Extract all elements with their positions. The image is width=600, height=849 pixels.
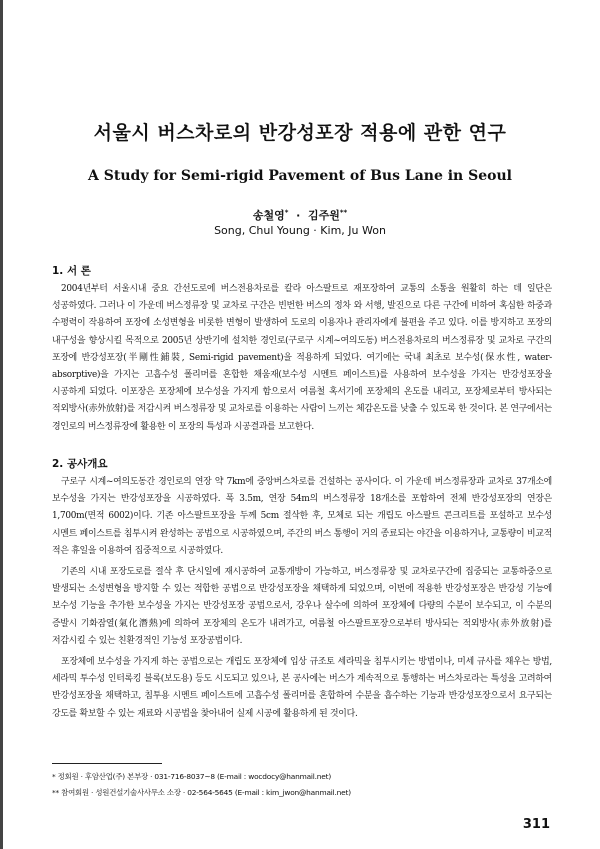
paper-subtitle: A Study for Semi-rigid Pavement of Bus Lane in Seoul <box>88 168 512 184</box>
paper-title: 서울시 버스차로의 반강성포장 적용에 관한 연구 <box>93 122 507 144</box>
paragraph: 포장체에 보수성을 가지게 하는 공법으로는 개립도 포장체에 입상 규조토 세라믹을 침투시키는 방법이나, 미세 규사를 채우는 방법, 세라믹 투수성 인터록킹 블록(보도용) 등도 시도되고 있으나, 본 공사에는 버스가 계속적으로 통행하는 버스차로라는 특성을 고려하여 반강성포장을 채택하고, 침투용 시멘트 페이스트에 고흡수성 폴리머를 혼합하여 수분을 흡수하는 기능과 반강성포장으로서 요구되는 강도를 확보할 수 있는 재료와 시공법을 찾아내어 실제 시공에 활용하게 된 것이다. <box>52 657 552 719</box>
footnote-author-2: ** 참여회원 · 성원건설기술사사무소 소장 · 02-564-5645 (E-mail : kim_jwon@hanmail.net) <box>52 788 351 797</box>
paragraph: 구로구 시계~여의도동간 경인로의 연장 약 7km에 중앙버스차로를 건설하는 공사이다. 이 가운데 버스정류장과 교차로 37개소에 보수성을 가지는 반강성포장을 시공하였다. 폭 3.5m, 연장 54m의 버스정류장 18개소를 포함하여 전체 반강성포장의 연장은 1,700m(면적 6002)이다. 기존 아스팔트포장을 두께 5cm 절삭한 후, 모체로 되는 개립도 아스팔트 콘크리트를 포설하고 보수성 시멘트 페이스트를 침투시켜 완성하는 공법으로 시공하였으며, 주간의 버스 통행이 거의 종료되는 야간을 이용하거나, 교통량이 비교적 적은 휴일을 이용하여 집중적으로 시공하였다. <box>52 477 552 556</box>
author-2-name: 김주원 <box>307 209 340 222</box>
paragraph: 2004년부터 서울시내 중요 간선도로에 버스전용차로를 칼라 아스팔트로 재포장하여 교통의 소통을 원활히 하는 데 일단은 성공하였다. 그러나 이 가운데 버스정류장 및 교차로 구간은 빈번한 버스의 정차 와 서행, 발진으로 다른 구간에 비하여 혹심한 하중과 수평력이 작용하여 포장에 소성변형을 비롯한 변형이 발생하여 도로의 이용자나 관리자에게 불편을 주고 있다. 이를 방지하고 포장의 내구성을 향상시킬 목적으로 2005년 상반기에 설치한 경인로(구로구 시계~여의도동) 버스전용차로의 버스정류장 및 교차로 구간의 포장에 반강성포장(半剛性鋪裝, Semi-rigid pavement)을 적용하게 되었다. 여기에는 국내 최초로 보수성(保水性, water-absorptive)을 가지는 고흡수성 폴리머를 혼합한 채움재(보수성 시멘트 페이스트)를 사용하여 보수성을 가지는 반강성포장을 시공하게 되었다. 이포장은 포장체에 보수성을 가지게 함으로서 여름철 혹서기에 포장체의 온도를 내리고, 포장체로부터 방사되는 적외방사(赤外放射)를 저감시켜 버스정류장 및 교차로를 이용하는 사람이 느끼는 체감온도를 낮출 수 있도록 한 것이다. 본 연구에서는 경인로의 버스정류장에 활용한 이 포장의 특성과 시공결과를 보고한다. <box>52 284 552 432</box>
author-1-name: 송철영 <box>252 209 285 222</box>
footnote-divider <box>52 763 162 764</box>
author-2-mark: ** <box>339 208 348 217</box>
author-1-mark: * <box>284 208 289 217</box>
section-heading: 2. 공사개요 <box>52 458 108 470</box>
page-number: 311 <box>522 817 550 832</box>
footnote-author-1: * 정회원 · 후암산업(주) 본부장 · 031-716-8037~8 (E-mail : wocdocy@hanmail.net) <box>52 772 331 781</box>
authors-english: Song, Chul Young · Kim, Ju Won <box>214 224 386 237</box>
section-introduction <box>52 263 552 440</box>
authors-korean <box>0 207 600 223</box>
section-overview <box>52 456 552 727</box>
paragraph: 기존의 시내 포장도로를 절삭 후 단시일에 재시공하여 교통개방이 가능하고, 버스정류장 및 교차로구간에 집중되는 교통하중으로 발생되는 소성변형을 방지할 수 있는 적합한 공법으로 반강성포장을 채택하게 되었으며, 이번에 적용한 반강성포장은 반강성 기능에 보수성 기능을 추가한 보수성을 가지는 반강성포장 공법으로서, 강우나 살수에 의하여 포장체에 다량의 수분이 보수되고, 이 수분의 증발시 기화잠열(氣化潛熱)에 의하여 포장체의 온도가 내려가고, 여름철 아스팔트포장으로부터 방사되는 적외방사(赤外放射)를 저감시킬 수 있는 친환경적인 기능성 포장공법이다. <box>52 567 552 646</box>
author-separator: · <box>296 209 301 222</box>
section-heading: 1. 서 론 <box>52 265 91 277</box>
